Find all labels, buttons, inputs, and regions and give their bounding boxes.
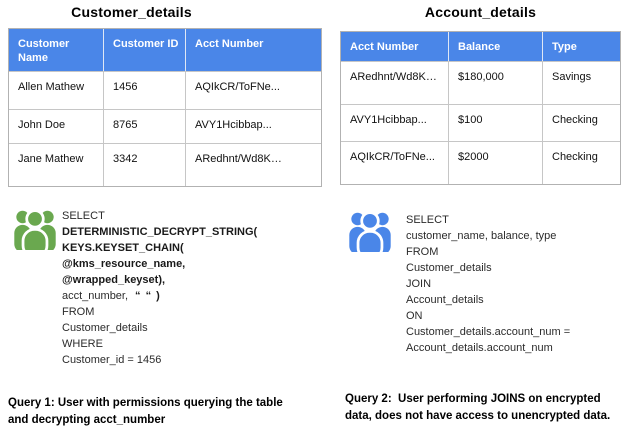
query-1-sql — [62, 208, 324, 368]
sql-line: Customer_details — [406, 262, 492, 274]
table-title-account-details: Account_details — [424, 4, 537, 20]
customer-details-table — [8, 28, 322, 187]
table-cell: Checking — [543, 141, 620, 184]
sql-line: Account_details.account_num — [406, 342, 553, 354]
column-header-acct-number: Acct Number — [341, 32, 449, 61]
table-cell: 8765 — [104, 109, 186, 143]
table-row — [341, 104, 620, 141]
table-cell: Allen Mathew — [9, 71, 104, 109]
table-cell: $2000 — [449, 141, 543, 184]
table-cell: AQIkCR/ToFNe... — [341, 141, 449, 184]
table-cell: ARedhnt/Wd8K… — [341, 61, 449, 104]
sql-line: Customer_id = 1456 — [62, 354, 162, 366]
sql-line: SELECT — [62, 210, 105, 222]
column-header-acct-number: Acct Number — [186, 29, 321, 71]
sql-line: FROM — [62, 306, 95, 318]
table-row — [9, 71, 321, 109]
header-row — [9, 29, 321, 71]
sql-line: WHERE — [62, 338, 103, 350]
table-row — [341, 61, 620, 104]
table-title-customer-details: Customer_details — [71, 4, 192, 20]
table-cell: 1456 — [104, 71, 186, 109]
table-row — [9, 143, 321, 186]
sql-line: JOIN — [406, 278, 432, 290]
sql-line: Customer_details.account_num = — [406, 326, 571, 338]
query-1-caption: Query 1: User with permissions querying the table and decrypting acct_number — [8, 397, 286, 426]
sql-line: Account_details — [406, 294, 484, 306]
table-cell: 3342 — [104, 143, 186, 186]
sql-line: @wrapped_keyset), — [62, 274, 166, 286]
sql-line: FROM — [406, 246, 439, 258]
table-cell: AVY1Hcibbap... — [186, 109, 321, 143]
account-details-table — [340, 31, 621, 185]
sql-line: DETERMINISTIC_DECRYPT_STRING( — [62, 226, 258, 238]
sql-line: KEYS.KEYSET_CHAIN( — [62, 242, 184, 254]
table-cell: John Doe — [9, 109, 104, 143]
sql-line: customer_name, balance, type — [406, 230, 557, 242]
query-2-caption: Query 2: User performing JOINS on encrypted data, does not have access to unencrypted data. — [345, 393, 611, 422]
sql-line — [62, 288, 324, 304]
table-row — [9, 109, 321, 143]
sql-line: Customer_details — [62, 322, 148, 334]
table-row — [341, 141, 620, 184]
column-header-balance: Balance — [449, 32, 543, 61]
people-group-icon — [347, 209, 393, 257]
table-cell: Checking — [543, 104, 620, 141]
sql-line: SELECT — [406, 214, 449, 226]
people-group-icon — [12, 207, 58, 255]
sql-text: acct_number, — [62, 290, 129, 302]
sql-empty-string-arg: “ “ ) — [135, 290, 161, 302]
table-cell: AQIkCR/ToFNe... — [186, 71, 321, 109]
table-cell: AVY1Hcibbap... — [341, 104, 449, 141]
column-header-type: Type — [543, 32, 620, 61]
table-cell: $100 — [449, 104, 543, 141]
table-cell: Jane Mathew — [9, 143, 104, 186]
table-cell: Savings — [543, 61, 620, 104]
sql-line: ON — [406, 310, 423, 322]
query-2-sql — [406, 212, 624, 356]
table-cell: ARedhnt/Wd8K… — [186, 143, 321, 186]
sql-line: @kms_resource_name, — [62, 258, 186, 270]
column-header-customer-name: Customer Name — [9, 29, 104, 71]
table-cell: $180,000 — [449, 61, 543, 104]
header-row — [341, 32, 620, 61]
column-header-customer-id: Customer ID — [104, 29, 186, 71]
